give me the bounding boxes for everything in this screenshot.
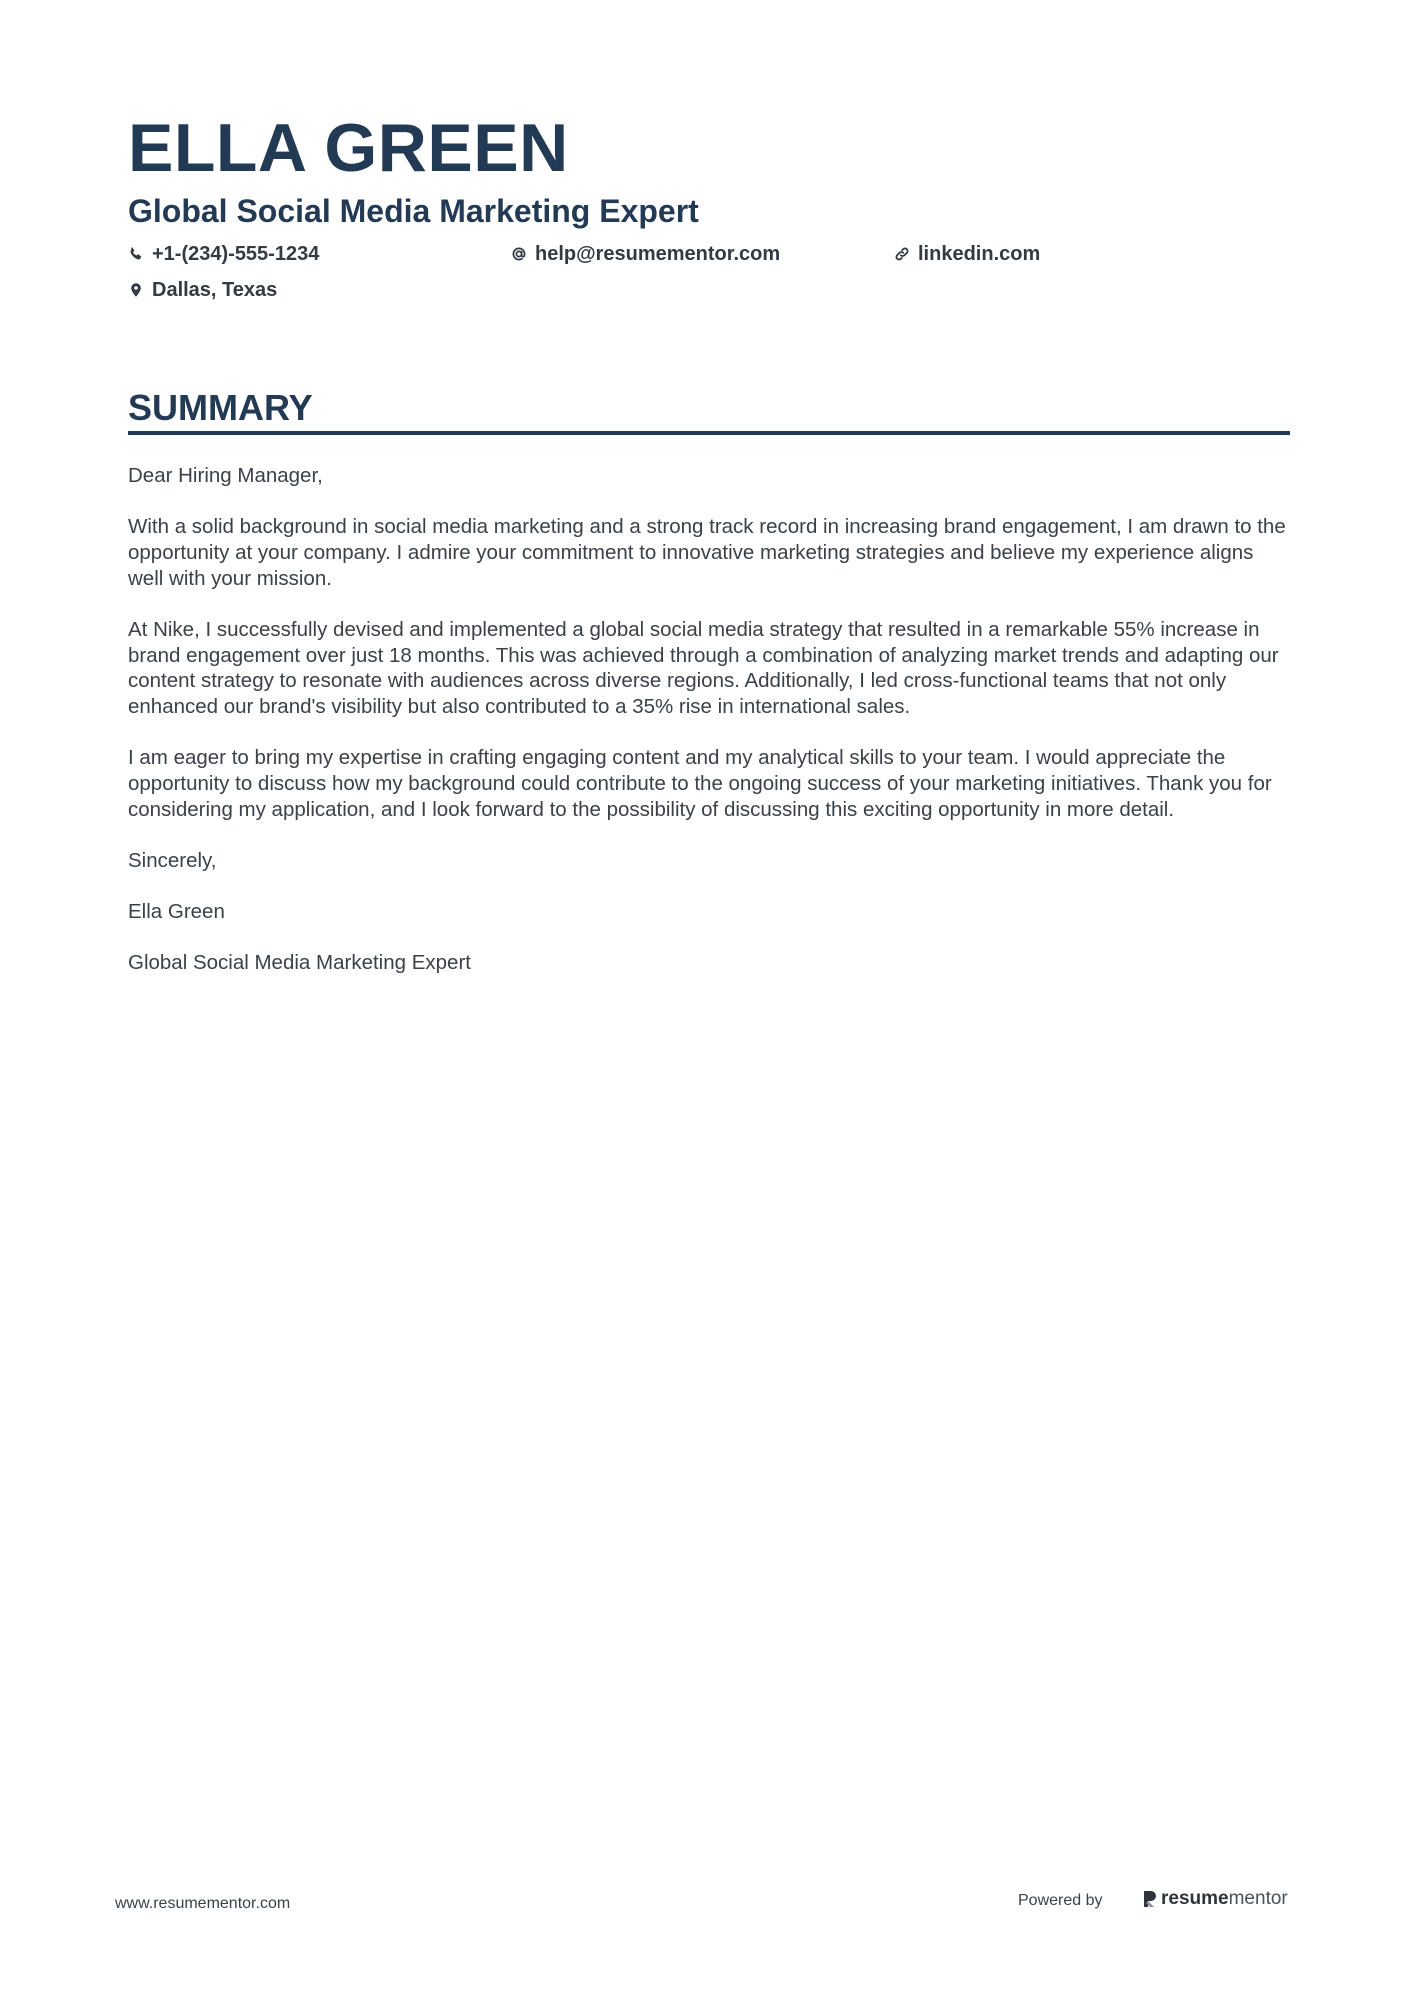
letter-body <box>128 463 1290 1001</box>
contact-phone <box>128 240 319 268</box>
phone-icon <box>128 246 144 262</box>
contact-website <box>894 240 1040 268</box>
map-pin-icon <box>128 282 144 298</box>
powered-by-label: Powered by <box>1018 1892 1103 1909</box>
email-text: help@resumementor.com <box>535 243 781 265</box>
at-sign-icon <box>511 246 527 262</box>
resumementor-logo-icon <box>1141 1889 1157 1909</box>
letter-signature-title: Global Social Media Marketing Expert <box>128 951 471 975</box>
candidate-name: ELLA GREEN <box>128 110 569 186</box>
letter-paragraph: At Nike, I successfully devised and implemented a global social media strategy that resulted in a remarkable 55% increase in brand engagement over just 18 months. This was achieved through a combination of analyzing market trends and adapting our content strategy to resonate with audiences across diverse regions. Additionally, I led cross-functional teams that not only enhanced our brand's visibility but also contributed to a 35% rise in international sales. <box>128 617 1279 718</box>
letter-paragraph: With a solid background in social media marketing and a strong track record in increasing brand engagement, I am drawn to the opportunity at your company. I admire your commitment to innovative marketing strategies and believe my experience aligns well with your mission. <box>128 515 1286 590</box>
phone-text: +1-(234)-555-1234 <box>152 243 320 265</box>
brand-name-bold: resume <box>1161 1888 1229 1909</box>
candidate-title: Global Social Media Marketing Expert <box>128 193 699 229</box>
footer-url[interactable]: www.resumementor.com <box>115 1895 291 1912</box>
letter-closing: Sincerely, <box>128 848 217 872</box>
link-icon <box>894 246 910 262</box>
website-text: linkedin.com <box>918 243 1041 265</box>
contact-email <box>511 240 780 268</box>
brand-name-light: mentor <box>1228 1888 1288 1909</box>
section-divider <box>128 431 1290 435</box>
resumementor-brand[interactable] <box>1141 1887 1288 1911</box>
contact-location <box>128 276 277 304</box>
letter-paragraph: I am eager to bring my expertise in crafting engaging content and my analytical skills to your team. I would appreciate the opportunity to discuss how my background could contribute to the ongoing success of your marketing initiatives. Thank you for considering my application, and I look forward to the possibility of discussing this exciting opportunity in more detail. <box>128 746 1272 821</box>
summary-heading: SUMMARY <box>128 387 313 428</box>
letter-signature-name: Ella Green <box>128 899 225 923</box>
location-text: Dallas, Texas <box>152 279 278 301</box>
letter-greeting: Dear Hiring Manager, <box>128 464 323 487</box>
